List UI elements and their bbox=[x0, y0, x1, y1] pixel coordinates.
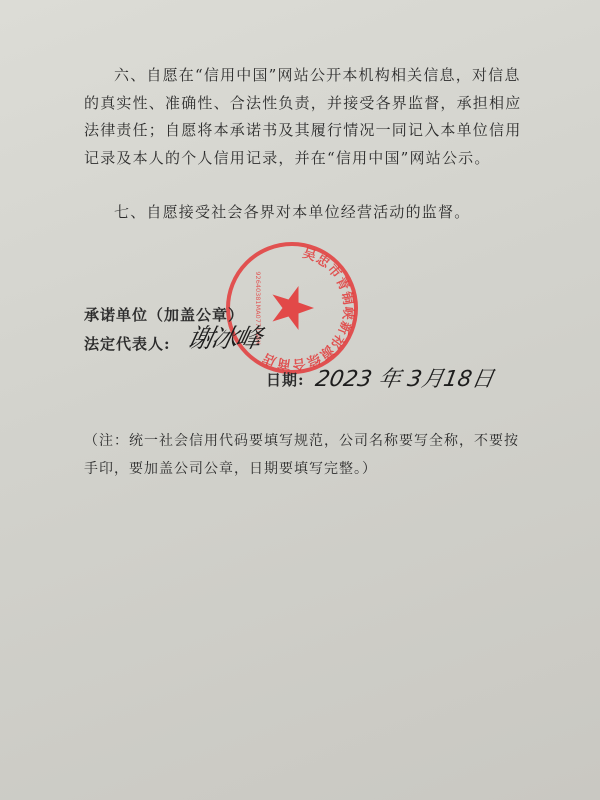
handwritten-date: 2023 年 3月18日 bbox=[313, 367, 496, 392]
date-label: 日期: bbox=[266, 371, 305, 389]
footnote: （注：统一社会信用代码要填写规范，公司名称要写全称，不要按手印，要加盖公司公章，日期要填写完整。） bbox=[84, 433, 519, 477]
paragraph-six bbox=[84, 62, 524, 172]
seal-code-text: 92640381MA0771N8X bbox=[254, 271, 262, 345]
paragraph-six-text: 六、自愿在“信用中国”网站公开本机构相关信息，对信息的真实性、准确性、合法性负责，并接受各界监督，承担相应法律责任；自愿将本承诺书及其履行情况一同记入本单位信用记录及本人的个人信用记录，并在“信用中国”网站公示。 bbox=[84, 66, 522, 167]
paragraph-seven bbox=[84, 199, 524, 227]
handwritten-signature: 谢冰峰 bbox=[184, 324, 263, 354]
legal-rep-label: 法定代表人: bbox=[84, 335, 171, 353]
seal-name-text: 吴忠市青铜峡新祁源综合商店 bbox=[259, 246, 356, 372]
paragraph-seven-text: 七、自愿接受社会各界对本单位经营活动的监督。 bbox=[114, 203, 471, 221]
committed-unit-label: 承诺单位（加盖公章） bbox=[84, 306, 245, 324]
seal-star-icon bbox=[273, 286, 315, 330]
